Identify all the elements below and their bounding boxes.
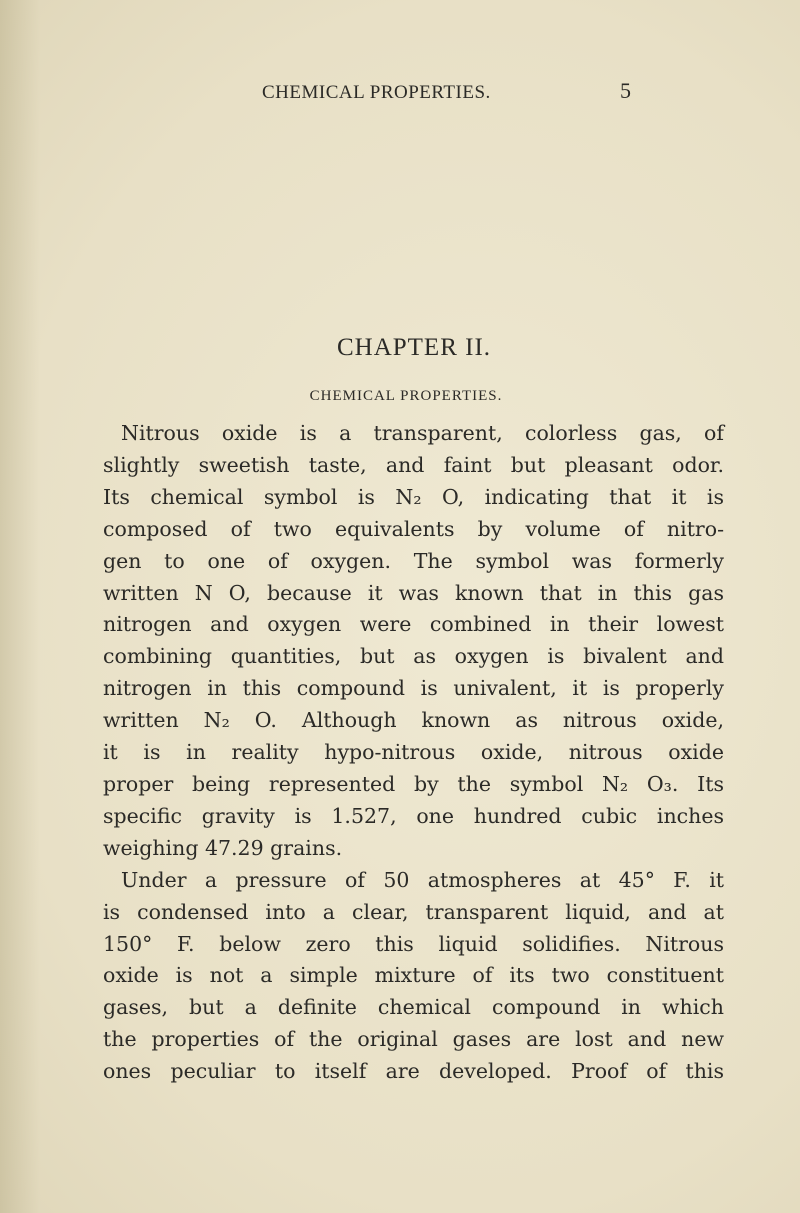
text-line: combining quantities, but as oxygen is bivalent and <box>103 644 724 669</box>
paragraph-1 <box>103 418 724 865</box>
text-line: slightly sweetish taste, and faint but pleasant odor. <box>103 452 724 477</box>
text-line: Its chemical symbol is N₂ O, indicating that it is <box>103 484 724 509</box>
text-line: nitrogen in this compound is univalent, it is properly <box>103 676 724 701</box>
page-number: 5 <box>620 78 631 103</box>
text-line: proper being represented by the symbol N₂ O₃. Its <box>103 771 724 796</box>
text-line: 150° F. below zero this liquid solidifies. Nitrous <box>103 931 724 956</box>
text-line: ones peculiar to itself are developed. Proof of this <box>103 1059 724 1084</box>
chapter-heading: CHAPTER II. <box>336 334 492 361</box>
text-line: nitrogen and oxygen were combined in their lowest <box>103 612 724 637</box>
text-line: gases, but a definite chemical compound in which <box>103 995 724 1020</box>
text-line: it is in reality hypo-nitrous oxide, nitrous oxide <box>103 740 724 765</box>
section-heading: CHEMICAL PROPERTIES. <box>309 388 503 404</box>
text-line: weighing 47.29 grains. <box>103 835 343 860</box>
text-line: oxide is not a simple mixture of its two constituent <box>103 963 724 988</box>
text-line: written N O, because it was known that in this gas <box>103 580 724 605</box>
text-line: the properties of the original gases are lost and new <box>103 1027 724 1052</box>
text-line: Under a pressure of 50 atmospheres at 45° F. it <box>121 867 724 892</box>
paragraph-2 <box>103 865 724 1088</box>
text-line: is condensed into a clear, transparent liquid, and at <box>103 899 724 924</box>
text-line: specific gravity is 1.527, one hundred cubic inches <box>103 803 724 828</box>
text-line: composed of two equivalents by volume of nitro- <box>103 516 724 541</box>
running-head <box>0 78 800 112</box>
text-line: written N₂ O. Although known as nitrous oxide, <box>103 708 724 733</box>
text-line: Nitrous oxide is a transparent, colorless gas, of <box>121 421 724 445</box>
body-text <box>103 418 724 1088</box>
text-line: gen to one of oxygen. The symbol was formerly <box>103 548 724 573</box>
running-head-title: CHEMICAL PROPERTIES. <box>262 82 491 103</box>
